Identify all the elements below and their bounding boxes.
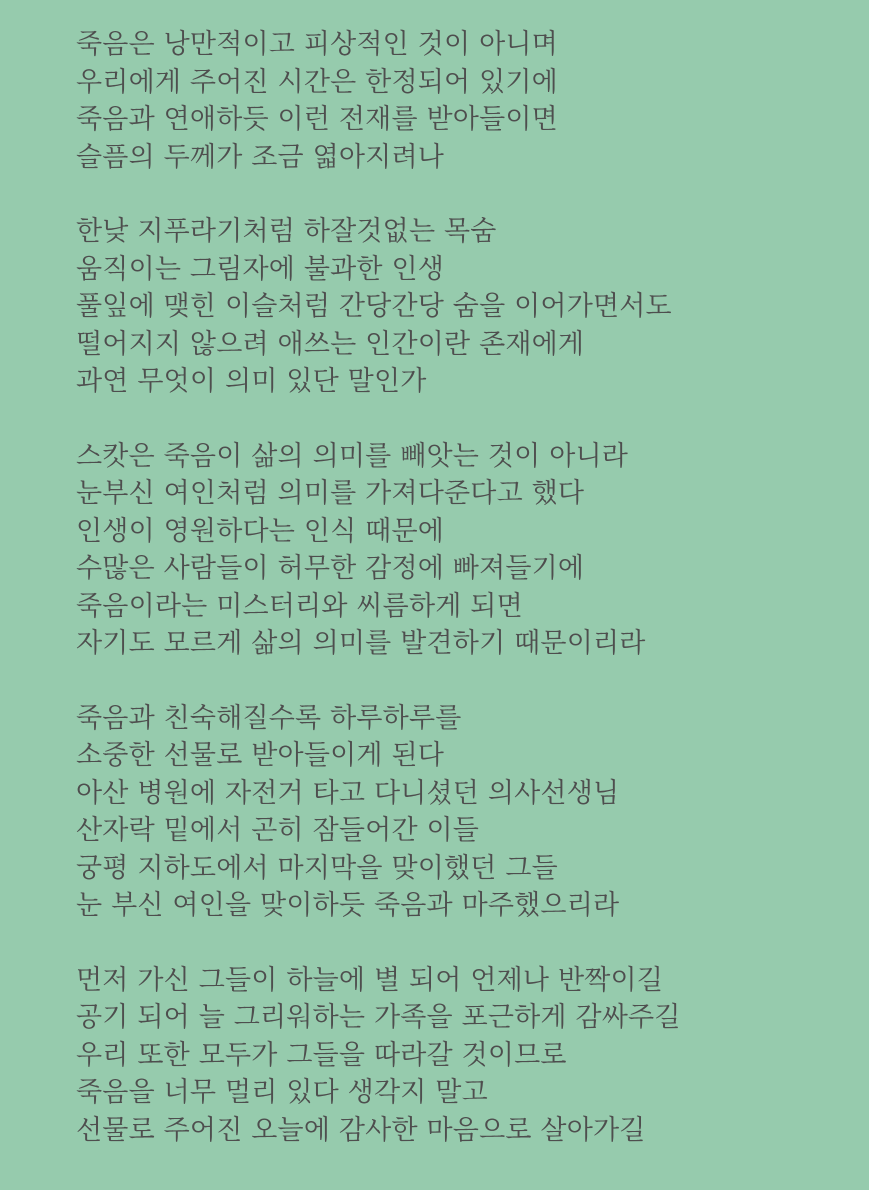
poem-stanza-5 xyxy=(76,962,869,1150)
poem-line: 수많은 사람들이 허무한 감정에 빠져들기에 xyxy=(76,553,585,584)
poem-line: 궁평 지하도에서 마지막을 맞이했던 그들 xyxy=(76,852,558,884)
poem-line: 선물로 주어진 오늘에 감사한 마음으로 살아가길 xyxy=(76,1114,646,1146)
poem-line: 움직이는 그림자에 불과한 인생 xyxy=(76,253,445,285)
poem-line: 과연 무엇이 의미 있단 말인가 xyxy=(76,366,427,397)
poem-line: 공기 되어 늘 그리워하는 가족을 포근하게 감싸주길 xyxy=(76,1002,681,1033)
poem-stanza-3 xyxy=(76,438,869,663)
poem-line: 소중한 선물로 받아들이게 된다 xyxy=(76,740,445,771)
poem-stanza-4 xyxy=(76,700,869,925)
poem-line: 산자락 밑에서 곤히 잠들어간 이들 xyxy=(76,815,480,846)
poem-line: 죽음이라는 미스터리와 씨름하게 되면 xyxy=(76,590,523,622)
poem-line: 스캇은 죽음이 삶의 의미를 빼앗는 것이 아니라 xyxy=(76,440,629,472)
poem-line: 죽음과 연애하듯 이런 전재를 받아들이면 xyxy=(76,104,558,135)
poem-line: 인생이 영원하다는 인식 때문에 xyxy=(76,515,445,547)
poem-line: 자기도 모르게 삶의 의미를 발견하기 때문이리라 xyxy=(76,628,646,659)
poem-line: 죽음은 낭만적이고 피상적인 것이 아니며 xyxy=(76,29,558,60)
poem-line: 눈부신 여인처럼 의미를 가져다준다고 했다 xyxy=(76,478,585,509)
poem-line: 한낮 지푸라기처럼 하잘것없는 목숨 xyxy=(76,216,497,247)
poem-line: 죽음과 친숙해질수록 하루하루를 xyxy=(76,702,462,734)
poem-line: 먼저 가신 그들이 하늘에 별 되어 언제나 반짝이길 xyxy=(76,964,664,996)
poem-stanza-2 xyxy=(76,213,869,401)
poem-line: 아산 병원에 자전거 타고 다니셨던 의사선생님 xyxy=(76,777,620,809)
poem-line: 슬픔의 두께가 조금 엷아지려나 xyxy=(76,141,445,173)
poem-line: 우리에게 주어진 시간은 한정되어 있기에 xyxy=(76,66,558,98)
poem-line: 떨어지지 않으려 애쓰는 인간이란 존재에게 xyxy=(76,328,585,360)
poem-line: 죽음을 너무 멀리 있다 생각지 말고 xyxy=(76,1077,488,1108)
poem-line: 우리 또한 모두가 그들을 따라갈 것이므로 xyxy=(76,1039,567,1071)
poem-line: 풀잎에 맺힌 이슬처럼 간당간당 숨을 이어가면서도 xyxy=(76,291,672,322)
poem-stanza-1 xyxy=(76,26,869,176)
poem-line: 눈 부신 여인을 맞이하듯 죽음과 마주했으리라 xyxy=(76,890,620,921)
